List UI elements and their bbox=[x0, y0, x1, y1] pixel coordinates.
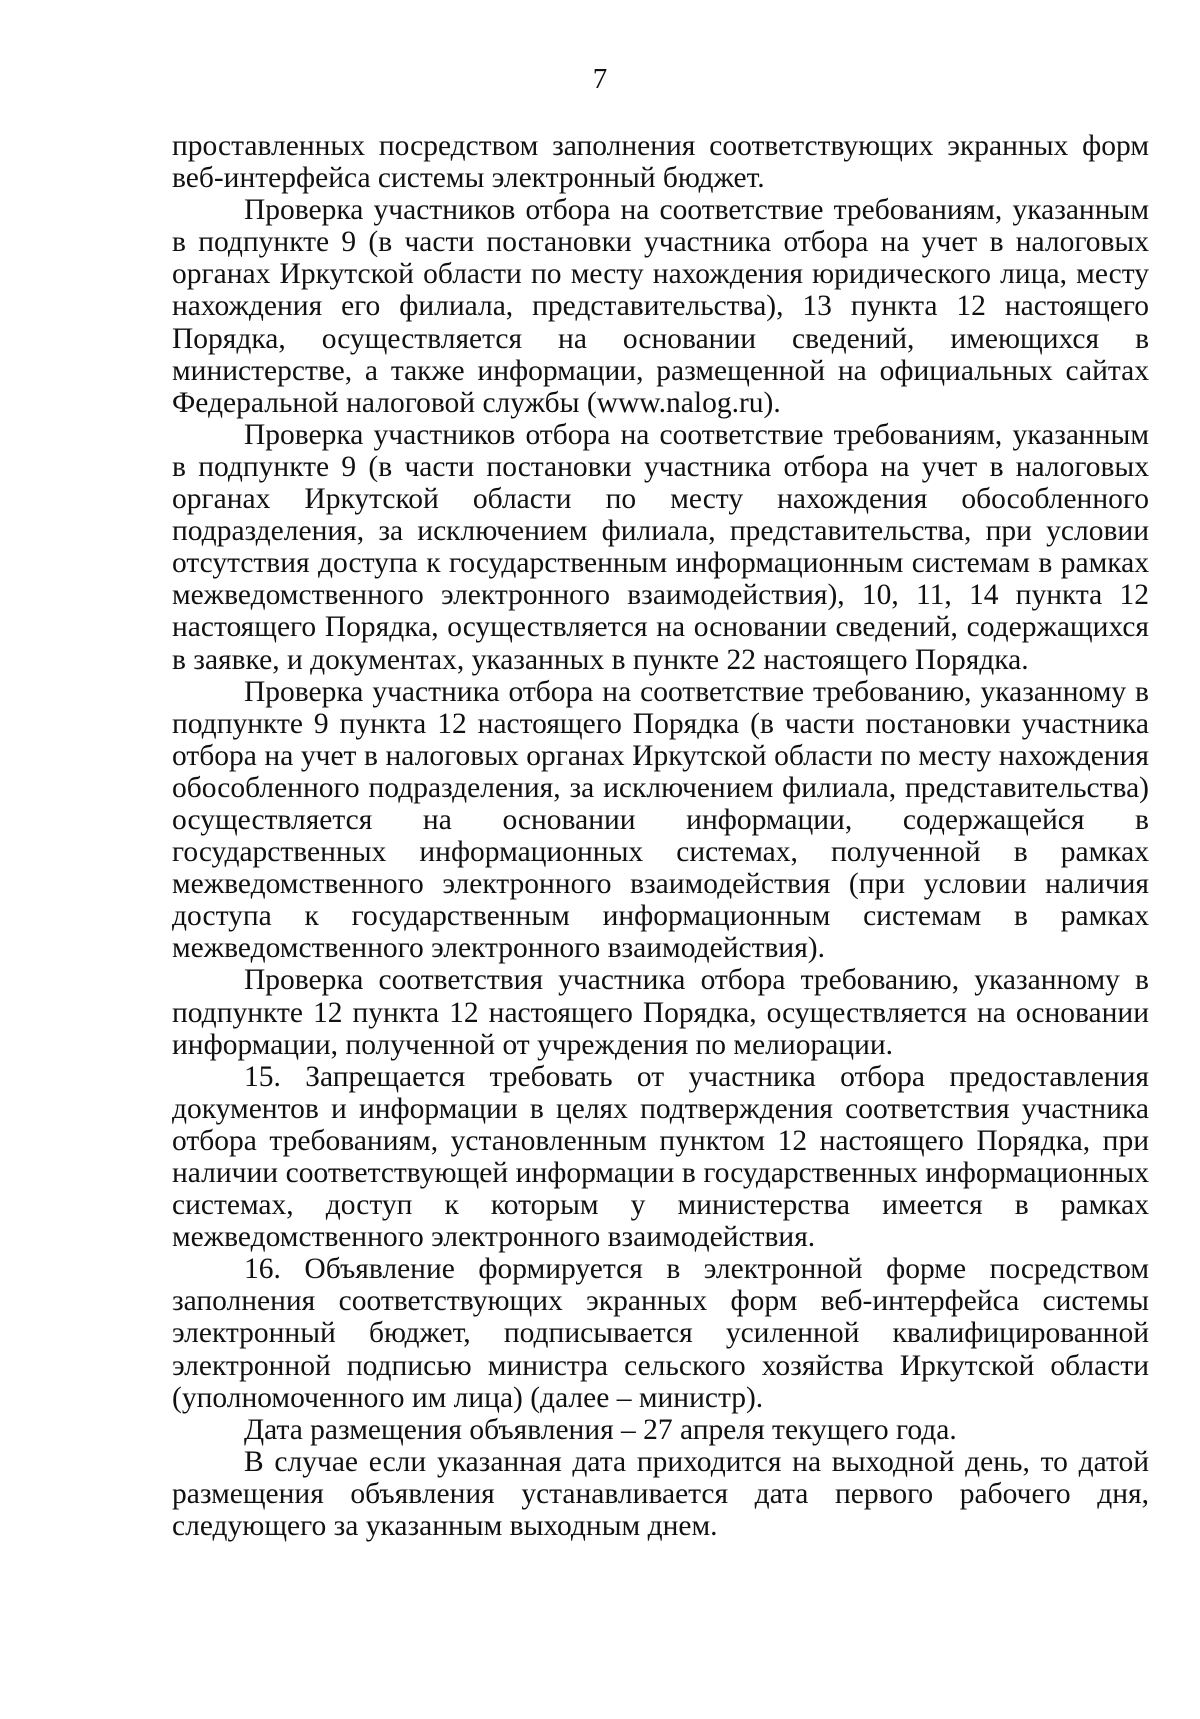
paragraph-verification-separate-division: Проверка участников отбора на соответствие требованиям, указанным в подпункте 9 (в части постановки участника отбора на учет в налоговых органах Иркутской области по месту нахождения обособленного подразделения, за исключением филиала, представительства, при условии отсутствия доступа к государственным информационным системам в рамках межведомственного электронного взаимодействия), 10, 11, 14 пункта 12 настоящего Порядка, осуществляется на основании сведений, содержащихся в заявке, и документах, указанных в пункте 22 настоящего Порядка. bbox=[172, 418, 1149, 676]
paragraph-item-16: 16. Объявление формируется в электронной форме посредством заполнения соответствующих экранных форм веб-интерфейса системы электронный бюджет, подписывается усиленной квалифицированной электронной подписью министра сельского хозяйства Иркутской области (уполномоченного им лица) (далее – министр). bbox=[172, 1253, 1149, 1414]
paragraph-verification-legal-entity: Проверка участников отбора на соответствие требованиям, указанным в подпункте 9 (в части постановки участника отбора на учет в налоговых органах Иркутской области по месту нахождения юридического лица, месту нахождения его филиала, представительства), 13 пункта 12 настоящего Порядка, осуществляется на основании сведений, имеющихся в министерстве, а также информации, размещенной на официальных сайтах Федеральной налоговой службы (www.nalog.ru). bbox=[172, 194, 1149, 419]
paragraph-verification-state-systems: Проверка участника отбора на соответствие требованию, указанному в подпункте 9 пункта 12 настоящего Порядка (в части постановки участника отбора на учет в налоговых органах Иркутской области по месту нахождения обособленного подразделения, за исключением филиала, представительства) осуществляется на основании информации, содержащейся в государственных информационных системах, полученной в рамках межведомственного электронного взаимодействия (при условии наличия доступа к государственным информационным системам в рамках межведомственного электронного взаимодействия). bbox=[172, 675, 1149, 965]
paragraph-item-15: 15. Запрещается требовать от участника отбора предоставления документов и информации в целях подтверждения соответствия участника отбора требованиям, установленным пунктом 12 настоящего Порядка, при наличии соответствующей информации в государственных информационных системах, доступ к которым у министерства имеется в рамках межведомственного электронного взаимодействия. bbox=[172, 1060, 1149, 1254]
document-body bbox=[172, 130, 1149, 1542]
paragraph-weekend-rule: В случае если указанная дата приходится на выходной день, то датой размещения объявления устанавливается дата первого рабочего дня, следующего за указанным выходным днем. bbox=[172, 1445, 1149, 1543]
page-number: 7 bbox=[592, 63, 608, 95]
paragraph-verification-melioration: Проверка соответствия участника отбора требованию, указанному в подпункте 12 пункта 12 настоящего Порядка, осуществляется на основании информации, полученной от учреждения по мелиорации. bbox=[172, 964, 1149, 1061]
paragraph-continuation: проставленных посредством заполнения соответствующих экранных форм веб-интерфейса системы электронный бюджет. bbox=[172, 130, 1149, 195]
paragraph-publication-date: Дата размещения объявления – 27 апреля текущего года. bbox=[244, 1413, 957, 1446]
